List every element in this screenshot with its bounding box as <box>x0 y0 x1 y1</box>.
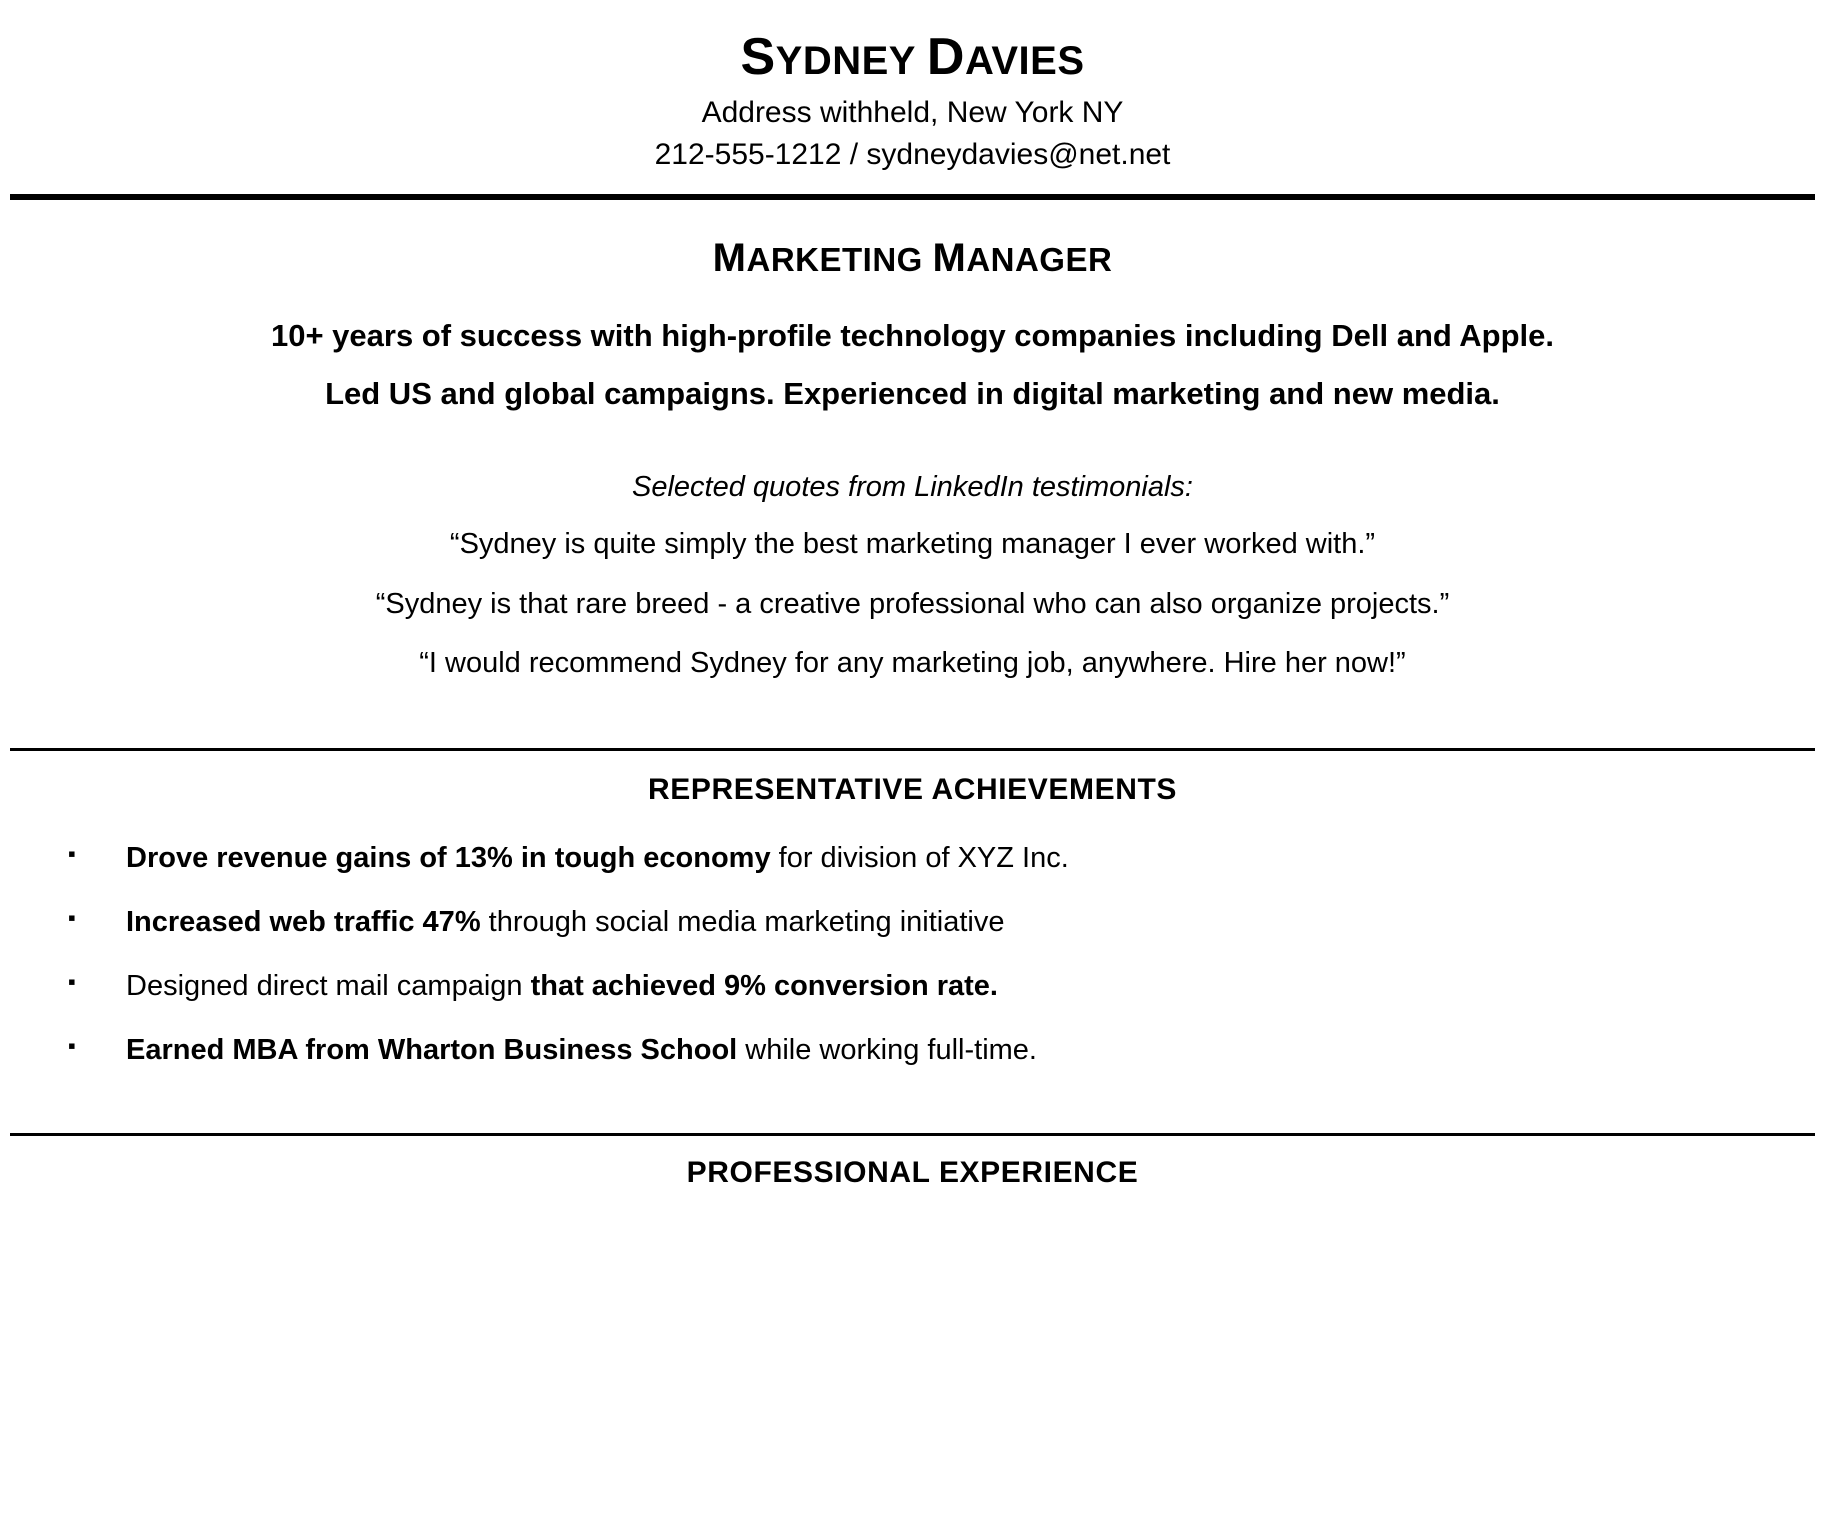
achievement-normal-3: Designed direct mail campaign <box>126 969 531 1002</box>
testimonial-quote-1: “Sydney is quite simply the best marketing manager I ever worked with.” <box>449 528 1376 561</box>
summary-line-2: Led US and global campaigns. Experienced in digital marketing and new media. <box>325 376 1500 412</box>
title-initial-second: M <box>932 235 967 280</box>
achievement-normal-1: for division of XYZ Inc. <box>770 841 1069 874</box>
list-item <box>68 837 1815 879</box>
summary-section <box>10 200 1815 694</box>
achievements-spacer <box>10 1093 1815 1133</box>
bullet-icon: ▪ <box>68 840 76 866</box>
bullet-icon: ▪ <box>68 904 76 930</box>
experience-heading: PROFESSIONAL EXPERIENCE <box>686 1155 1139 1189</box>
candidate-contact: 212-555-1212 / sydneydavies@net.net <box>654 138 1171 172</box>
candidate-name <box>10 30 1815 85</box>
candidate-address: Address withheld, New York NY <box>701 95 1124 129</box>
bullet-icon: ▪ <box>68 968 76 994</box>
achievement-bold-3: that achieved 9% conversion rate. <box>530 969 998 1002</box>
list-item <box>68 1029 1815 1071</box>
name-initial-first: S <box>740 28 776 86</box>
name-remainder-last: AVIES <box>964 39 1085 83</box>
testimonial-quote-2: “Sydney is that rare breed - a creative professional who can also organize projects.” <box>375 587 1450 620</box>
achievement-bold-4: Earned MBA from Wharton Business School <box>126 1033 738 1066</box>
achievement-bold-2: Increased web traffic 47% <box>126 905 481 938</box>
name-initial-last: D <box>926 28 965 86</box>
achievement-normal-4: while working full-time. <box>737 1033 1037 1066</box>
title-remainder-second: ANAGER <box>966 240 1113 278</box>
title-initial-first: M <box>712 235 747 280</box>
title-remainder-first: ARKETING <box>746 240 933 278</box>
summary-line-1: 10+ years of success with high-profile technology companies including Dell and Apple. <box>270 317 1555 353</box>
testimonials-intro: Selected quotes from LinkedIn testimonials: <box>632 471 1193 504</box>
list-item <box>68 901 1815 943</box>
achievements-list <box>10 837 1815 1071</box>
achievements-heading: REPRESENTATIVE ACHIEVEMENTS <box>647 772 1178 806</box>
summary-spacer <box>10 694 1815 748</box>
testimonial-quote-3: “I would recommend Sydney for any marketing job, anywhere. Hire her now!” <box>419 647 1406 680</box>
list-item <box>68 965 1815 1007</box>
target-job-title <box>10 236 1815 281</box>
achievement-normal-2: through social media marketing initiative <box>480 905 1005 938</box>
resume-header <box>10 0 1815 176</box>
achievement-bold-1: Drove revenue gains of 13% in tough economy <box>126 841 771 874</box>
bullet-icon: ▪ <box>68 1032 76 1058</box>
name-remainder-first: YDNEY <box>775 39 927 83</box>
